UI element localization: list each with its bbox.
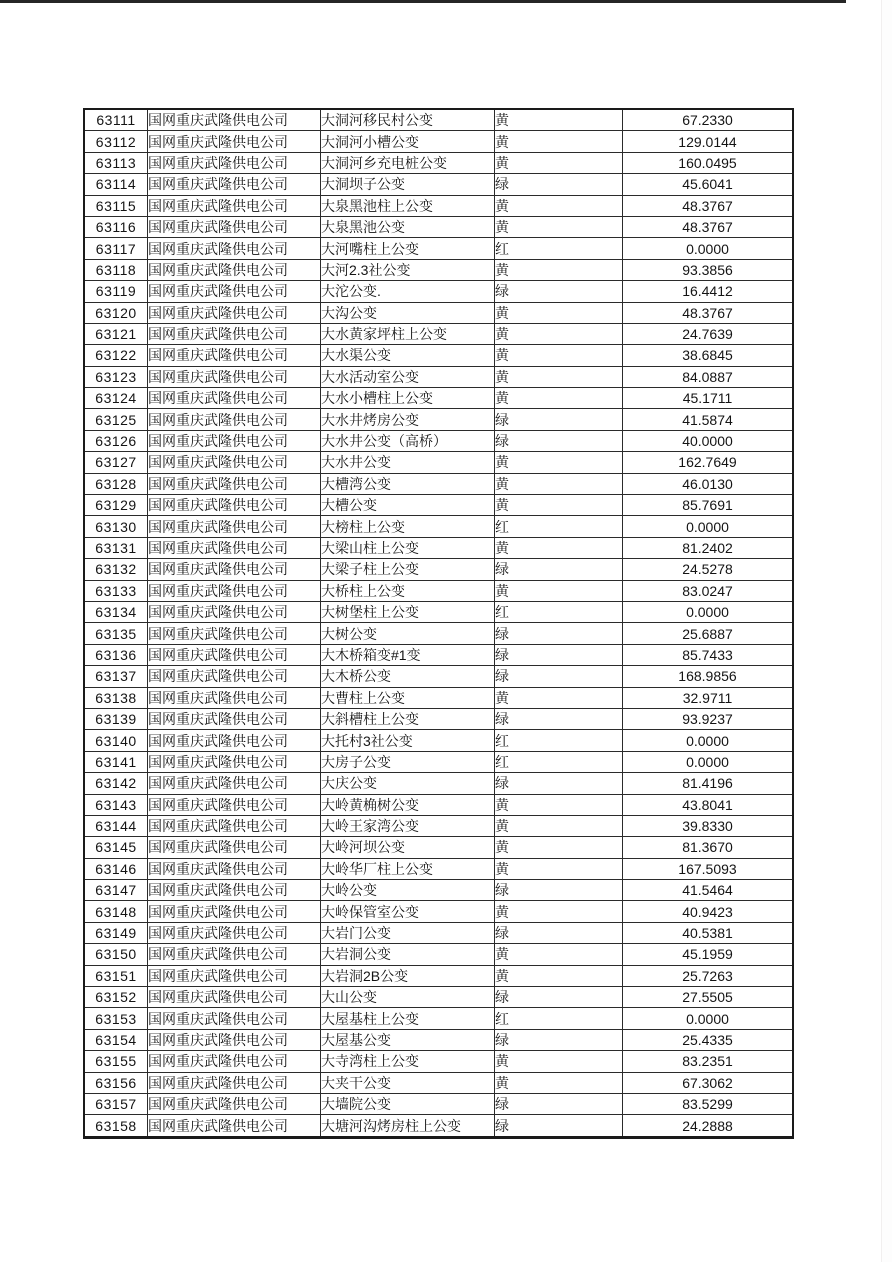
cell-station: 大山公变: [321, 987, 495, 1008]
table-row: [84, 281, 793, 302]
cell-company: 国网重庆武隆供电公司: [148, 174, 321, 195]
cell-value: 0.0000: [623, 751, 794, 772]
table-row: [84, 109, 793, 131]
cell-station: 大水井烤房公变: [321, 409, 495, 430]
cell-value: 41.5874: [623, 409, 794, 430]
cell-color: 黄: [495, 452, 623, 473]
cell-station: 大曹柱上公变: [321, 687, 495, 708]
cell-company: 国网重庆武隆供电公司: [148, 152, 321, 173]
table-row: [84, 1072, 793, 1093]
cell-color: 黄: [495, 302, 623, 323]
cell-company: 国网重庆武隆供电公司: [148, 1093, 321, 1114]
cell-color: 黄: [495, 944, 623, 965]
cell-value: 48.3767: [623, 195, 794, 216]
cell-id: 63139: [84, 708, 148, 729]
table-row: [84, 452, 793, 473]
cell-station: 大塘河沟烤房柱上公变: [321, 1115, 495, 1137]
cell-company: 国网重庆武隆供电公司: [148, 473, 321, 494]
cell-id: 63156: [84, 1072, 148, 1093]
cell-station: 大岩洞公变: [321, 944, 495, 965]
cell-value: 0.0000: [623, 516, 794, 537]
cell-id: 63120: [84, 302, 148, 323]
table-row: [84, 1051, 793, 1072]
cell-value: 84.0887: [623, 366, 794, 387]
cell-company: 国网重庆武隆供电公司: [148, 880, 321, 901]
cell-value: 0.0000: [623, 238, 794, 259]
cell-color: 黄: [495, 195, 623, 216]
cell-value: 81.3670: [623, 837, 794, 858]
cell-station: 大岭公变: [321, 880, 495, 901]
cell-value: 27.5505: [623, 987, 794, 1008]
cell-value: 41.5464: [623, 880, 794, 901]
table-row: [84, 323, 793, 344]
table-row: [84, 601, 793, 622]
cell-company: 国网重庆武隆供电公司: [148, 1051, 321, 1072]
cell-id: 63140: [84, 730, 148, 751]
cell-company: 国网重庆武隆供电公司: [148, 901, 321, 922]
cell-value: 83.2351: [623, 1051, 794, 1072]
cell-station: 大沟公变: [321, 302, 495, 323]
cell-id: 63125: [84, 409, 148, 430]
cell-value: 85.7433: [623, 644, 794, 665]
cell-station: 大夹干公变: [321, 1072, 495, 1093]
cell-id: 63123: [84, 366, 148, 387]
scan-right-edge-strip: [881, 0, 892, 1262]
cell-id: 63134: [84, 601, 148, 622]
cell-id: 63143: [84, 794, 148, 815]
cell-color: 绿: [495, 1029, 623, 1050]
cell-color: 黄: [495, 366, 623, 387]
cell-station: 大泉黑池公变: [321, 216, 495, 237]
cell-company: 国网重庆武隆供电公司: [148, 687, 321, 708]
cell-company: 国网重庆武隆供电公司: [148, 1072, 321, 1093]
cell-station: 大梁子柱上公变: [321, 559, 495, 580]
cell-color: 黄: [495, 687, 623, 708]
cell-id: 63135: [84, 623, 148, 644]
cell-company: 国网重庆武隆供电公司: [148, 858, 321, 879]
cell-company: 国网重庆武隆供电公司: [148, 109, 321, 131]
table-row: [84, 537, 793, 558]
cell-color: 黄: [495, 473, 623, 494]
cell-value: 129.0144: [623, 131, 794, 152]
table-row: [84, 623, 793, 644]
cell-company: 国网重庆武隆供电公司: [148, 1029, 321, 1050]
cell-color: 绿: [495, 773, 623, 794]
cell-color: 绿: [495, 623, 623, 644]
cell-station: 大水活动室公变: [321, 366, 495, 387]
cell-color: 红: [495, 516, 623, 537]
cell-id: 63128: [84, 473, 148, 494]
cell-company: 国网重庆武隆供电公司: [148, 216, 321, 237]
cell-color: 黄: [495, 259, 623, 280]
table-body: [84, 109, 793, 1137]
cell-station: 大槽湾公变: [321, 473, 495, 494]
cell-id: 63132: [84, 559, 148, 580]
cell-id: 63147: [84, 880, 148, 901]
cell-station: 大岭保管室公变: [321, 901, 495, 922]
cell-company: 国网重庆武隆供电公司: [148, 794, 321, 815]
cell-value: 25.4335: [623, 1029, 794, 1050]
cell-id: 63137: [84, 666, 148, 687]
cell-color: 绿: [495, 281, 623, 302]
table-row: [84, 302, 793, 323]
cell-color: 绿: [495, 880, 623, 901]
cell-value: 160.0495: [623, 152, 794, 173]
table-row: [84, 131, 793, 152]
cell-value: 40.0000: [623, 430, 794, 451]
table-row: [84, 922, 793, 943]
cell-value: 81.2402: [623, 537, 794, 558]
table-row: [84, 708, 793, 729]
cell-color: 黄: [495, 345, 623, 366]
cell-color: 绿: [495, 644, 623, 665]
cell-station: 大寺湾柱上公变: [321, 1051, 495, 1072]
cell-station: 大水渠公变: [321, 345, 495, 366]
cell-company: 国网重庆武隆供电公司: [148, 944, 321, 965]
cell-color: 黄: [495, 109, 623, 131]
cell-color: 绿: [495, 559, 623, 580]
cell-color: 黄: [495, 965, 623, 986]
cell-station: 大岩门公变: [321, 922, 495, 943]
cell-id: 63116: [84, 216, 148, 237]
cell-station: 大房子公变: [321, 751, 495, 772]
cell-station: 大岭河坝公变: [321, 837, 495, 858]
cell-color: 黄: [495, 537, 623, 558]
cell-company: 国网重庆武隆供电公司: [148, 131, 321, 152]
cell-value: 167.5093: [623, 858, 794, 879]
cell-color: 红: [495, 601, 623, 622]
cell-color: 黄: [495, 388, 623, 409]
cell-id: 63111: [84, 109, 148, 131]
cell-color: 黄: [495, 580, 623, 601]
cell-value: 93.3856: [623, 259, 794, 280]
cell-id: 63144: [84, 815, 148, 836]
table-row: [84, 880, 793, 901]
cell-id: 63141: [84, 751, 148, 772]
cell-id: 63148: [84, 901, 148, 922]
cell-id: 63130: [84, 516, 148, 537]
cell-station: 大泉黑池柱上公变: [321, 195, 495, 216]
cell-id: 63158: [84, 1115, 148, 1137]
cell-color: 黄: [495, 216, 623, 237]
cell-station: 大水黄家坪柱上公变: [321, 323, 495, 344]
cell-station: 大河嘴柱上公变: [321, 238, 495, 259]
cell-color: 绿: [495, 987, 623, 1008]
cell-company: 国网重庆武隆供电公司: [148, 238, 321, 259]
table-row: [84, 644, 793, 665]
cell-value: 168.9856: [623, 666, 794, 687]
cell-value: 48.3767: [623, 216, 794, 237]
cell-color: 黄: [495, 323, 623, 344]
cell-id: 63118: [84, 259, 148, 280]
cell-station: 大木桥箱变#1变: [321, 644, 495, 665]
cell-company: 国网重庆武隆供电公司: [148, 1008, 321, 1029]
cell-color: 黄: [495, 815, 623, 836]
cell-id: 63157: [84, 1093, 148, 1114]
cell-value: 0.0000: [623, 601, 794, 622]
table-row: [84, 559, 793, 580]
cell-company: 国网重庆武隆供电公司: [148, 644, 321, 665]
scan-top-edge-line: [0, 0, 846, 3]
cell-company: 国网重庆武隆供电公司: [148, 537, 321, 558]
cell-value: 38.6845: [623, 345, 794, 366]
table-row: [84, 473, 793, 494]
cell-station: 大洞坝子公变: [321, 174, 495, 195]
cell-id: 63112: [84, 131, 148, 152]
cell-color: 绿: [495, 1093, 623, 1114]
cell-id: 63122: [84, 345, 148, 366]
cell-station: 大水小槽柱上公变: [321, 388, 495, 409]
cell-id: 63146: [84, 858, 148, 879]
cell-company: 国网重庆武隆供电公司: [148, 430, 321, 451]
table-row: [84, 773, 793, 794]
cell-company: 国网重庆武隆供电公司: [148, 580, 321, 601]
table-row: [84, 516, 793, 537]
cell-color: 绿: [495, 430, 623, 451]
cell-value: 45.1959: [623, 944, 794, 965]
cell-value: 24.2888: [623, 1115, 794, 1137]
cell-station: 大树公变: [321, 623, 495, 644]
cell-company: 国网重庆武隆供电公司: [148, 987, 321, 1008]
cell-company: 国网重庆武隆供电公司: [148, 495, 321, 516]
cell-color: 红: [495, 1008, 623, 1029]
table-row: [84, 1115, 793, 1137]
cell-id: 63142: [84, 773, 148, 794]
cell-value: 0.0000: [623, 730, 794, 751]
table-row: [84, 751, 793, 772]
cell-company: 国网重庆武隆供电公司: [148, 666, 321, 687]
cell-station: 大岩洞2B公变: [321, 965, 495, 986]
cell-company: 国网重庆武隆供电公司: [148, 345, 321, 366]
table-row: [84, 965, 793, 986]
cell-company: 国网重庆武隆供电公司: [148, 815, 321, 836]
cell-id: 63127: [84, 452, 148, 473]
cell-station: 大桥柱上公变: [321, 580, 495, 601]
cell-color: 黄: [495, 794, 623, 815]
cell-value: 45.1711: [623, 388, 794, 409]
table-row: [84, 1093, 793, 1114]
table-row: [84, 666, 793, 687]
cell-color: 绿: [495, 409, 623, 430]
table-row: [84, 987, 793, 1008]
cell-value: 93.9237: [623, 708, 794, 729]
cell-id: 63113: [84, 152, 148, 173]
cell-id: 63133: [84, 580, 148, 601]
cell-station: 大河2.3社公变: [321, 259, 495, 280]
cell-company: 国网重庆武隆供电公司: [148, 922, 321, 943]
cell-company: 国网重庆武隆供电公司: [148, 516, 321, 537]
cell-station: 大墙院公变: [321, 1093, 495, 1114]
cell-id: 63114: [84, 174, 148, 195]
cell-value: 40.5381: [623, 922, 794, 943]
cell-id: 63151: [84, 965, 148, 986]
cell-value: 67.2330: [623, 109, 794, 131]
cell-station: 大树堡柱上公变: [321, 601, 495, 622]
table-row: [84, 1029, 793, 1050]
cell-station: 大岭华厂柱上公变: [321, 858, 495, 879]
cell-company: 国网重庆武隆供电公司: [148, 623, 321, 644]
cell-id: 63153: [84, 1008, 148, 1029]
cell-station: 大水井公变（高桥）: [321, 430, 495, 451]
cell-color: 黄: [495, 858, 623, 879]
cell-company: 国网重庆武隆供电公司: [148, 965, 321, 986]
cell-company: 国网重庆武隆供电公司: [148, 601, 321, 622]
cell-company: 国网重庆武隆供电公司: [148, 259, 321, 280]
table-row: [84, 388, 793, 409]
cell-company: 国网重庆武隆供电公司: [148, 1115, 321, 1137]
cell-value: 83.0247: [623, 580, 794, 601]
table-row: [84, 195, 793, 216]
cell-id: 63124: [84, 388, 148, 409]
cell-id: 63154: [84, 1029, 148, 1050]
cell-id: 63117: [84, 238, 148, 259]
cell-color: 黄: [495, 152, 623, 173]
cell-station: 大屋基柱上公变: [321, 1008, 495, 1029]
cell-color: 绿: [495, 174, 623, 195]
cell-color: 黄: [495, 131, 623, 152]
cell-station: 大岭王家湾公变: [321, 815, 495, 836]
cell-company: 国网重庆武隆供电公司: [148, 751, 321, 772]
table-row: [84, 345, 793, 366]
cell-id: 63119: [84, 281, 148, 302]
cell-id: 63121: [84, 323, 148, 344]
cell-value: 43.8041: [623, 794, 794, 815]
table-row: [84, 366, 793, 387]
cell-company: 国网重庆武隆供电公司: [148, 452, 321, 473]
cell-company: 国网重庆武隆供电公司: [148, 323, 321, 344]
cell-station: 大洞河移民村公变: [321, 109, 495, 131]
cell-company: 国网重庆武隆供电公司: [148, 559, 321, 580]
cell-station: 大槽公变: [321, 495, 495, 516]
table-row: [84, 944, 793, 965]
cell-station: 大屋基公变: [321, 1029, 495, 1050]
cell-value: 83.5299: [623, 1093, 794, 1114]
cell-company: 国网重庆武隆供电公司: [148, 281, 321, 302]
cell-color: 红: [495, 238, 623, 259]
cell-company: 国网重庆武隆供电公司: [148, 409, 321, 430]
cell-value: 16.4412: [623, 281, 794, 302]
cell-station: 大庆公变: [321, 773, 495, 794]
cell-company: 国网重庆武隆供电公司: [148, 773, 321, 794]
cell-station: 大洞河乡充电桩公变: [321, 152, 495, 173]
cell-company: 国网重庆武隆供电公司: [148, 708, 321, 729]
cell-value: 25.6887: [623, 623, 794, 644]
cell-color: 绿: [495, 1115, 623, 1137]
cell-value: 24.5278: [623, 559, 794, 580]
cell-color: 红: [495, 730, 623, 751]
table-row: [84, 409, 793, 430]
cell-company: 国网重庆武隆供电公司: [148, 366, 321, 387]
cell-value: 85.7691: [623, 495, 794, 516]
cell-color: 黄: [495, 837, 623, 858]
cell-id: 63129: [84, 495, 148, 516]
table-row: [84, 901, 793, 922]
cell-station: 大梁山柱上公变: [321, 537, 495, 558]
cell-id: 63131: [84, 537, 148, 558]
table-row: [84, 730, 793, 751]
cell-id: 63145: [84, 837, 148, 858]
cell-station: 大洞河小槽公变: [321, 131, 495, 152]
cell-company: 国网重庆武隆供电公司: [148, 302, 321, 323]
cell-color: 红: [495, 751, 623, 772]
cell-id: 63152: [84, 987, 148, 1008]
cell-station: 大榜柱上公变: [321, 516, 495, 537]
cell-station: 大岭黄桷树公变: [321, 794, 495, 815]
table-row: [84, 259, 793, 280]
table-row: [84, 815, 793, 836]
cell-value: 81.4196: [623, 773, 794, 794]
cell-station: 大木桥公变: [321, 666, 495, 687]
cell-station: 大斜槽柱上公变: [321, 708, 495, 729]
table-row: [84, 580, 793, 601]
table-row: [84, 430, 793, 451]
cell-id: 63149: [84, 922, 148, 943]
cell-value: 39.8330: [623, 815, 794, 836]
cell-id: 63155: [84, 1051, 148, 1072]
cell-color: 黄: [495, 1051, 623, 1072]
table-row: [84, 1008, 793, 1029]
cell-id: 63136: [84, 644, 148, 665]
table-row: [84, 216, 793, 237]
table-row: [84, 837, 793, 858]
data-table: [83, 108, 794, 1139]
table-row: [84, 687, 793, 708]
cell-value: 67.3062: [623, 1072, 794, 1093]
cell-color: 黄: [495, 495, 623, 516]
cell-station: 大托村3社公变: [321, 730, 495, 751]
table-container: [83, 108, 786, 1139]
cell-station: 大水井公变: [321, 452, 495, 473]
cell-color: 绿: [495, 666, 623, 687]
table-row: [84, 152, 793, 173]
cell-value: 45.6041: [623, 174, 794, 195]
cell-company: 国网重庆武隆供电公司: [148, 837, 321, 858]
cell-value: 24.7639: [623, 323, 794, 344]
table-row: [84, 238, 793, 259]
cell-color: 黄: [495, 901, 623, 922]
cell-company: 国网重庆武隆供电公司: [148, 195, 321, 216]
cell-value: 40.9423: [623, 901, 794, 922]
cell-color: 绿: [495, 708, 623, 729]
cell-company: 国网重庆武隆供电公司: [148, 388, 321, 409]
cell-id: 63126: [84, 430, 148, 451]
cell-value: 46.0130: [623, 473, 794, 494]
cell-company: 国网重庆武隆供电公司: [148, 730, 321, 751]
cell-id: 63115: [84, 195, 148, 216]
cell-id: 63138: [84, 687, 148, 708]
cell-id: 63150: [84, 944, 148, 965]
cell-color: 绿: [495, 922, 623, 943]
cell-value: 32.9711: [623, 687, 794, 708]
cell-station: 大沱公变.: [321, 281, 495, 302]
table-row: [84, 794, 793, 815]
cell-value: 162.7649: [623, 452, 794, 473]
cell-value: 25.7263: [623, 965, 794, 986]
table-row: [84, 174, 793, 195]
cell-color: 黄: [495, 1072, 623, 1093]
cell-value: 48.3767: [623, 302, 794, 323]
table-row: [84, 858, 793, 879]
table-row: [84, 495, 793, 516]
cell-value: 0.0000: [623, 1008, 794, 1029]
